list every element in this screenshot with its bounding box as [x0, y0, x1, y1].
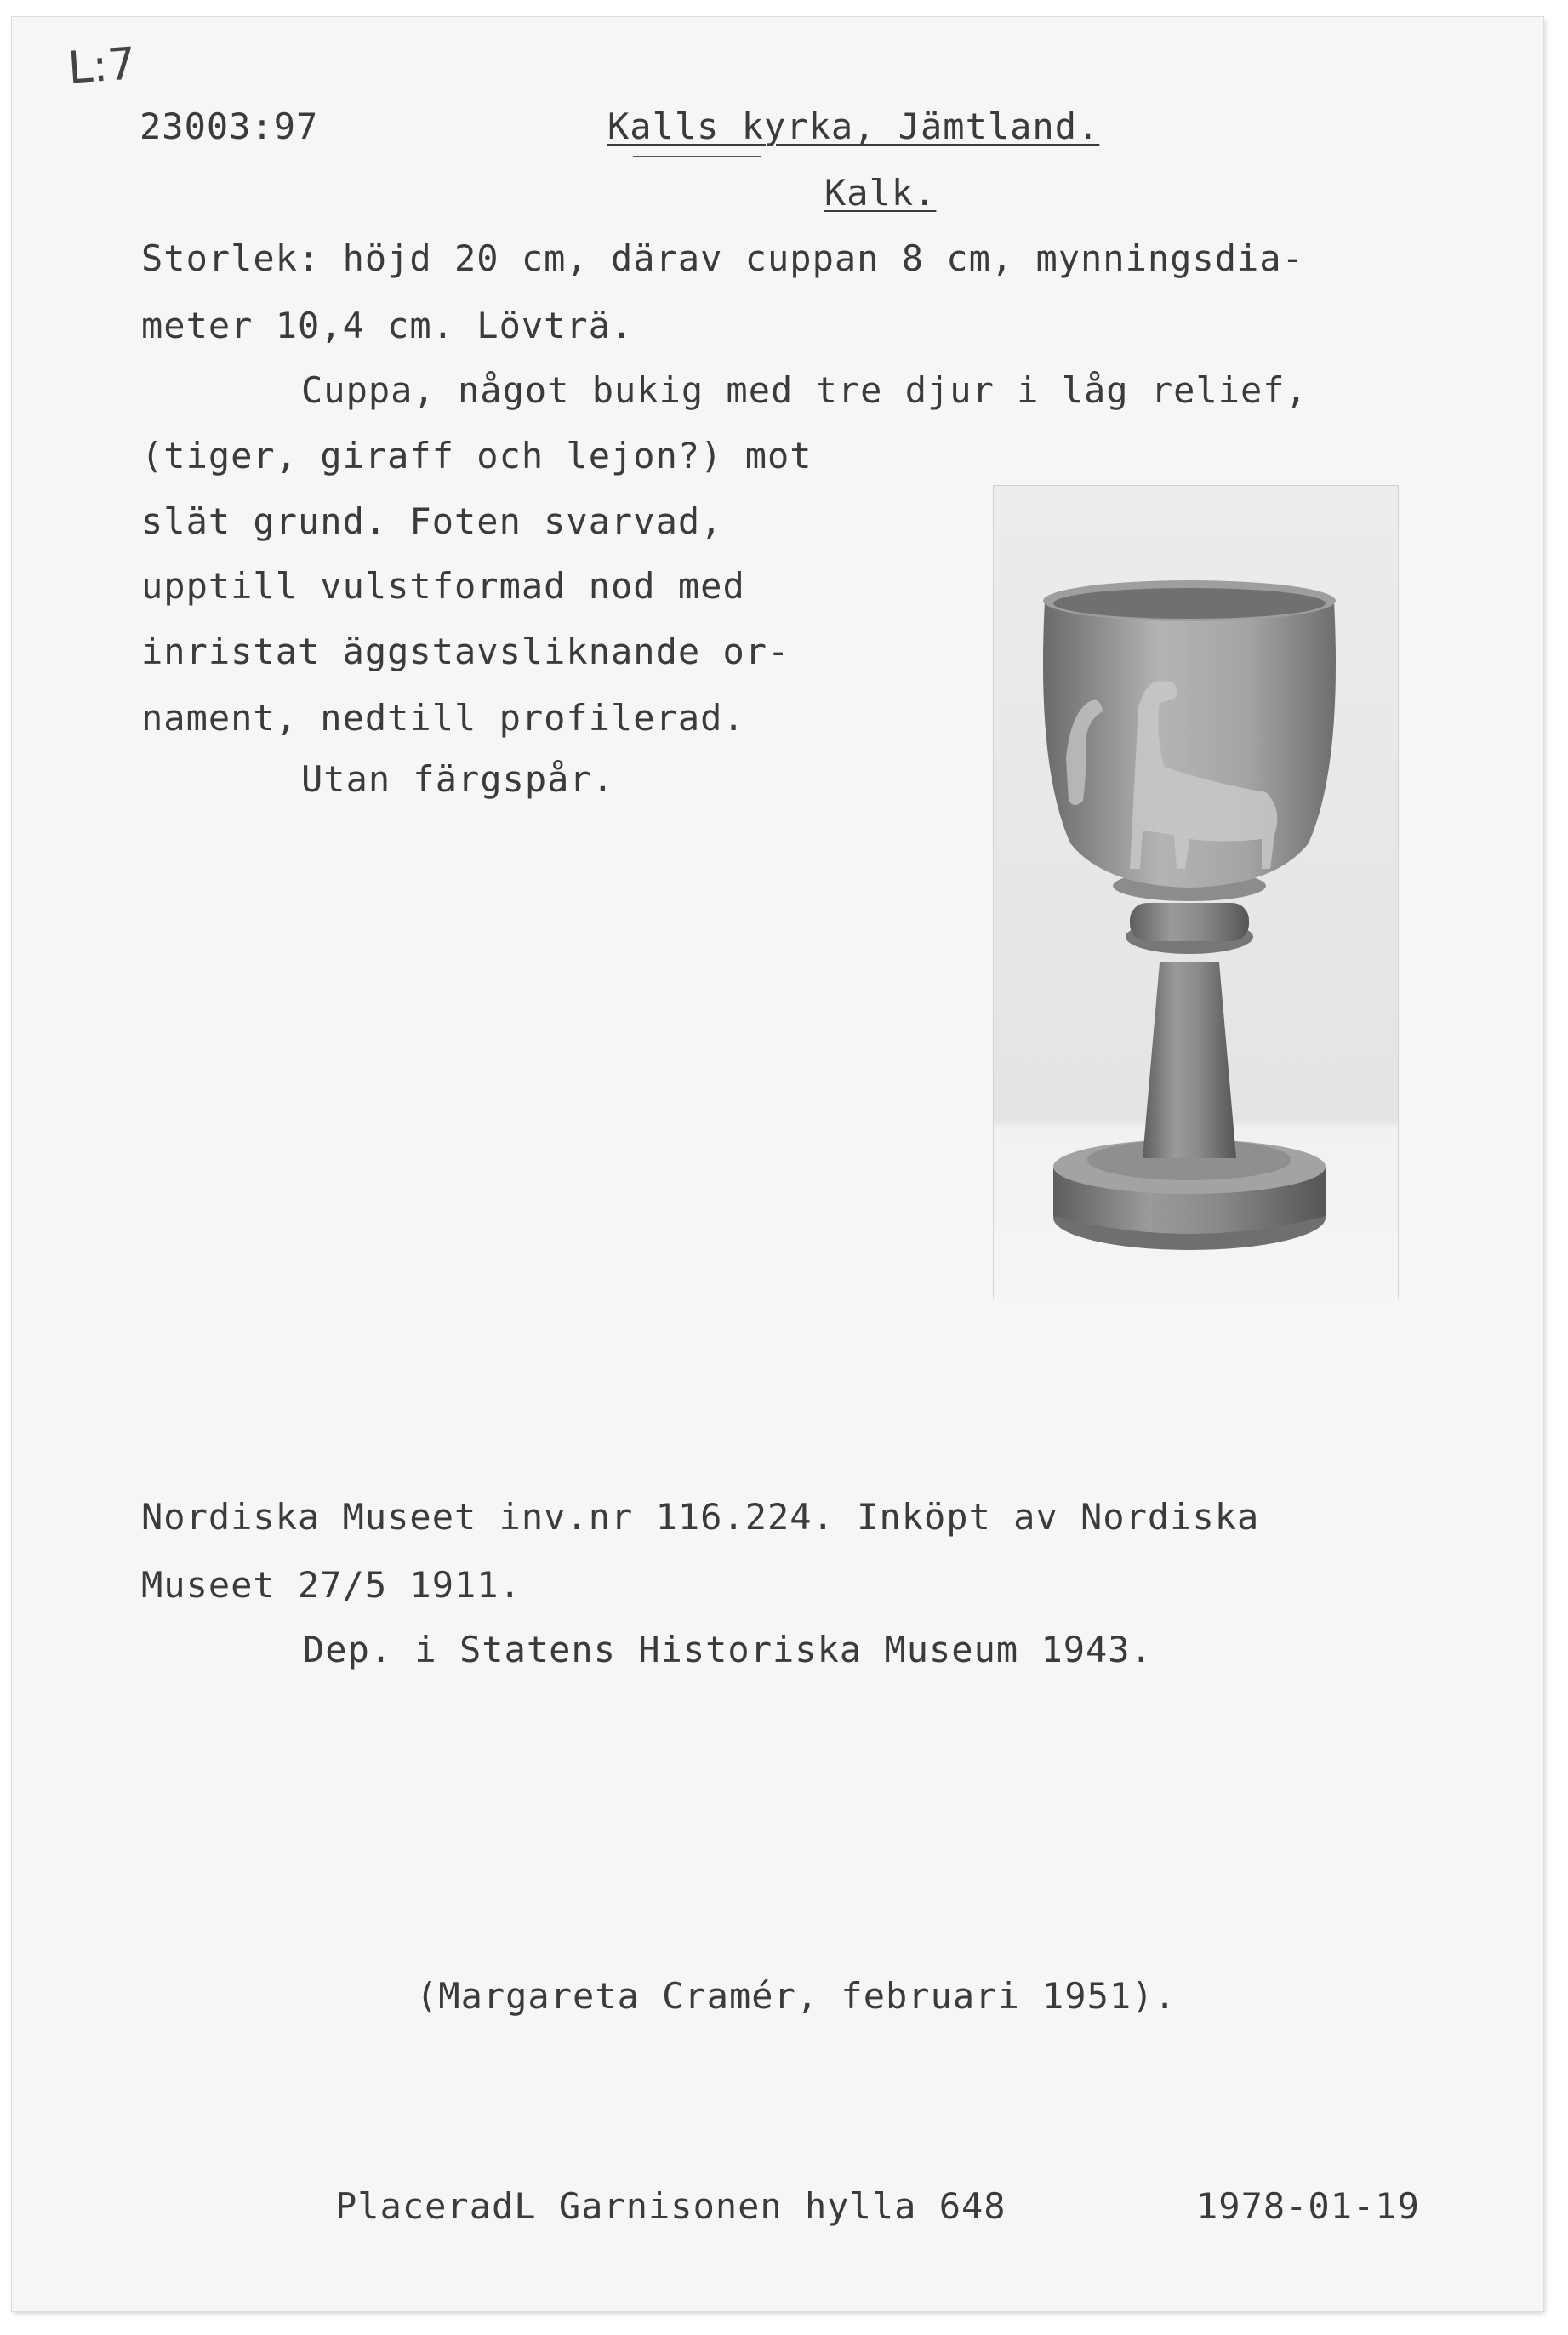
description-line: Cuppa, något bukig med tre djur i låg relief, [301, 369, 1308, 411]
description-line: Storlek: höjd 20 cm, därav cuppan 8 cm, mynningsdia- [141, 237, 1304, 279]
location-heading: Kalls kyrka, Jämtland. [607, 106, 1100, 147]
chalice-image [994, 486, 1398, 1299]
description-line: slät grund. Foten svarvad, [141, 500, 723, 542]
chalice-photograph [993, 485, 1399, 1299]
inventory-number: 23003:97 [140, 106, 319, 147]
description-line: nament, nedtill profilerad. [141, 697, 745, 739]
description-line: upptill vulstformad nod med [141, 565, 745, 607]
provenance-line: Nordiska Museet inv.nr 116.224. Inköpt av Nordiska [141, 1496, 1260, 1538]
placement-date: 1978-01-19 [1196, 2185, 1420, 2227]
description-line: Utan färgspår. [301, 758, 615, 800]
author-note: (Margareta Cramér, februari 1951). [416, 1975, 1177, 2017]
provenance-line: Dep. i Statens Historiska Museum 1943. [303, 1629, 1153, 1670]
description-line: (tiger, giraff och lejon?) mot [141, 435, 813, 477]
provenance-line: Museet 27/5 1911. [141, 1564, 522, 1606]
description-line: inristat äggstavsliknande or- [141, 631, 790, 672]
handwritten-mark: L:7 [66, 38, 138, 94]
placement-note: PlaceradL Garnisonen hylla 648 [335, 2185, 1006, 2227]
underline-stroke [633, 156, 761, 157]
object-name: Kalk. [824, 172, 937, 214]
description-line: meter 10,4 cm. Lövträ. [141, 305, 634, 346]
